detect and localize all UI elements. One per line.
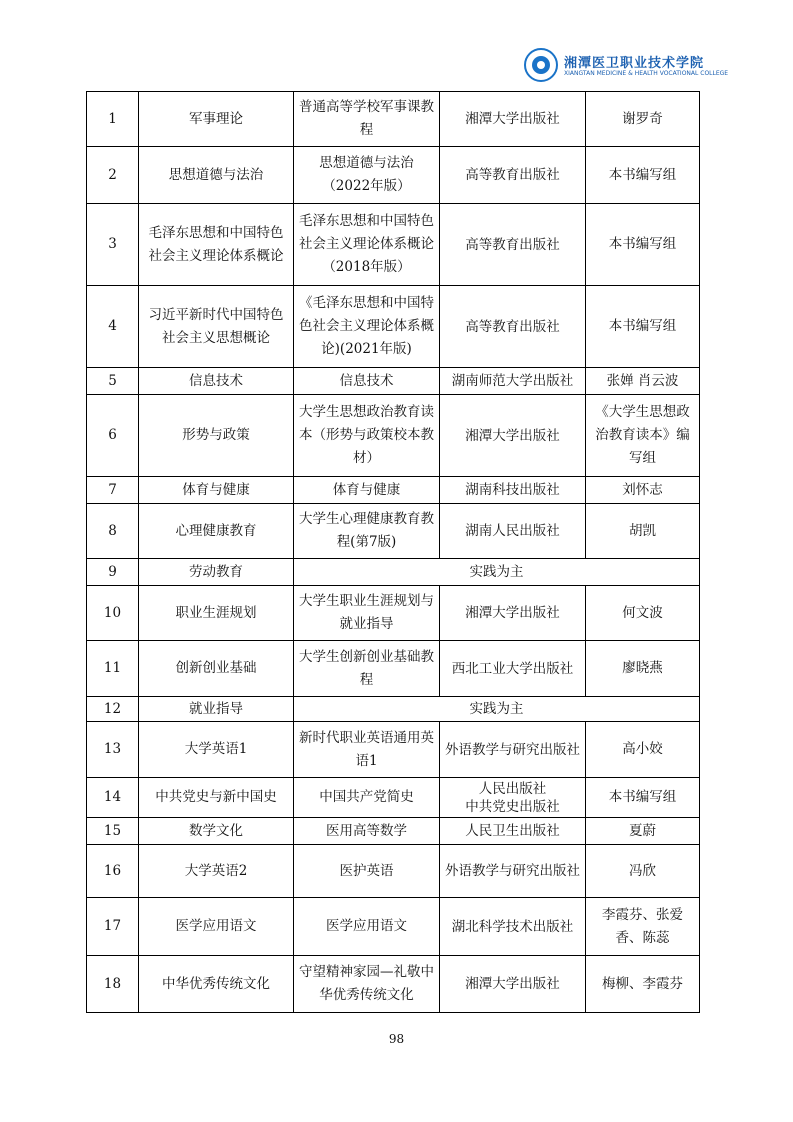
publisher-cell: 外语教学与研究出版社 bbox=[440, 845, 586, 898]
merged-note-cell: 实践为主 bbox=[294, 697, 700, 722]
row-number-cell: 5 bbox=[87, 368, 139, 395]
course-name-cell: 毛泽东思想和中国特色社会主义理论体系概论 bbox=[139, 204, 294, 286]
author-cell: 本书编写组 bbox=[586, 778, 700, 818]
textbook-cell: 医用高等数学 bbox=[294, 818, 440, 845]
author-cell: 廖晓燕 bbox=[586, 641, 700, 697]
publisher-cell: 高等教育出版社 bbox=[440, 147, 586, 204]
table-row bbox=[87, 368, 700, 395]
row-number-cell: 3 bbox=[87, 204, 139, 286]
textbook-cell: 大学生职业生涯规划与就业指导 bbox=[294, 586, 440, 641]
table-row bbox=[87, 395, 700, 477]
author-cell: 夏蔚 bbox=[586, 818, 700, 845]
course-name-cell: 心理健康教育 bbox=[139, 504, 294, 559]
author-cell: 《大学生思想政治教育读本》编写组 bbox=[586, 395, 700, 477]
row-number-cell: 6 bbox=[87, 395, 139, 477]
row-number-cell: 18 bbox=[87, 956, 139, 1013]
table-row bbox=[87, 559, 700, 586]
publisher-cell: 湘潭大学出版社 bbox=[440, 395, 586, 477]
textbook-cell: 体育与健康 bbox=[294, 477, 440, 504]
publisher-cell: 湘潭大学出版社 bbox=[440, 956, 586, 1013]
publisher-cell: 湖南师范大学出版社 bbox=[440, 368, 586, 395]
course-name-cell: 劳动教育 bbox=[139, 559, 294, 586]
row-number-cell: 10 bbox=[87, 586, 139, 641]
table-row bbox=[87, 898, 700, 956]
school-name-cn: 湘潭医卫职业技术学院 bbox=[564, 56, 705, 71]
publisher-cell: 外语教学与研究出版社 bbox=[440, 722, 586, 778]
course-name-cell: 军事理论 bbox=[139, 92, 294, 147]
author-cell: 本书编写组 bbox=[586, 286, 700, 368]
row-number-cell: 7 bbox=[87, 477, 139, 504]
publisher-cell: 人民出版社 中共党史出版社 bbox=[440, 778, 586, 818]
course-name-cell: 医学应用语文 bbox=[139, 898, 294, 956]
publisher-cell: 人民卫生出版社 bbox=[440, 818, 586, 845]
textbook-cell: 毛泽东思想和中国特色社会主义理论体系概论（2018年版） bbox=[294, 204, 440, 286]
course-name-cell: 信息技术 bbox=[139, 368, 294, 395]
course-name-cell: 中华优秀传统文化 bbox=[139, 956, 294, 1013]
author-cell: 李霞芬、张爱香、陈蕊 bbox=[586, 898, 700, 956]
table-row bbox=[87, 697, 700, 722]
row-number-cell: 15 bbox=[87, 818, 139, 845]
page-header bbox=[520, 46, 729, 86]
author-cell: 谢罗奇 bbox=[586, 92, 700, 147]
publisher-cell: 湖南科技出版社 bbox=[440, 477, 586, 504]
table-row bbox=[87, 286, 700, 368]
author-cell: 本书编写组 bbox=[586, 204, 700, 286]
table-row bbox=[87, 845, 700, 898]
course-name-cell: 数学文化 bbox=[139, 818, 294, 845]
course-name-cell: 大学英语2 bbox=[139, 845, 294, 898]
textbook-cell: 医护英语 bbox=[294, 845, 440, 898]
row-number-cell: 14 bbox=[87, 778, 139, 818]
author-cell: 何文波 bbox=[586, 586, 700, 641]
textbook-cell: 《毛泽东思想和中国特色社会主义理论体系概论)(2021年版) bbox=[294, 286, 440, 368]
textbook-cell: 思想道德与法治（2022年版） bbox=[294, 147, 440, 204]
publisher-cell: 高等教育出版社 bbox=[440, 204, 586, 286]
row-number-cell: 8 bbox=[87, 504, 139, 559]
textbook-cell: 普通高等学校军事课教程 bbox=[294, 92, 440, 147]
publisher-cell: 湘潭大学出版社 bbox=[440, 586, 586, 641]
table-row bbox=[87, 778, 700, 818]
author-cell: 梅柳、李霞芬 bbox=[586, 956, 700, 1013]
page-number: 98 bbox=[388, 1032, 405, 1046]
course-name-cell: 习近平新时代中国特色社会主义思想概论 bbox=[139, 286, 294, 368]
school-name-en: XIANGTAN MEDICINE & HEALTH VOCATIONAL COLLEGE bbox=[564, 70, 729, 77]
textbook-cell: 大学生心理健康教育教程(第7版) bbox=[294, 504, 440, 559]
textbook-cell: 中国共产党简史 bbox=[294, 778, 440, 818]
table-row bbox=[87, 956, 700, 1013]
table-row bbox=[87, 818, 700, 845]
table-row bbox=[87, 722, 700, 778]
publisher-cell: 湖南人民出版社 bbox=[440, 504, 586, 559]
textbook-table bbox=[86, 91, 700, 1013]
author-cell: 本书编写组 bbox=[586, 147, 700, 204]
row-number-cell: 2 bbox=[87, 147, 139, 204]
row-number-cell: 17 bbox=[87, 898, 139, 956]
textbook-cell: 守望精神家园—礼敬中华优秀传统文化 bbox=[294, 956, 440, 1013]
school-logo bbox=[524, 48, 558, 82]
publisher-cell: 高等教育出版社 bbox=[440, 286, 586, 368]
author-cell: 刘怀志 bbox=[586, 477, 700, 504]
row-number-cell: 16 bbox=[87, 845, 139, 898]
course-name-cell: 创新创业基础 bbox=[139, 641, 294, 697]
author-cell: 冯欣 bbox=[586, 845, 700, 898]
row-number-cell: 12 bbox=[87, 697, 139, 722]
publisher-cell: 湘潭大学出版社 bbox=[440, 92, 586, 147]
course-name-cell: 大学英语1 bbox=[139, 722, 294, 778]
merged-note-cell: 实践为主 bbox=[294, 559, 700, 586]
author-cell: 高小姣 bbox=[586, 722, 700, 778]
course-name-cell: 体育与健康 bbox=[139, 477, 294, 504]
table-row bbox=[87, 641, 700, 697]
textbook-cell: 大学生思想政治教育读本（形势与政策校本教材） bbox=[294, 395, 440, 477]
row-number-cell: 1 bbox=[87, 92, 139, 147]
author-cell: 张婵 肖云波 bbox=[586, 368, 700, 395]
publisher-cell: 西北工业大学出版社 bbox=[440, 641, 586, 697]
row-number-cell: 9 bbox=[87, 559, 139, 586]
course-name-cell: 职业生涯规划 bbox=[139, 586, 294, 641]
table-row bbox=[87, 477, 700, 504]
textbook-cell: 医学应用语文 bbox=[294, 898, 440, 956]
table-row bbox=[87, 586, 700, 641]
table-row bbox=[87, 92, 700, 147]
table-row bbox=[87, 204, 700, 286]
row-number-cell: 11 bbox=[87, 641, 139, 697]
textbook-cell: 信息技术 bbox=[294, 368, 440, 395]
publisher-cell: 湖北科学技术出版社 bbox=[440, 898, 586, 956]
author-cell: 胡凯 bbox=[586, 504, 700, 559]
course-name-cell: 形势与政策 bbox=[139, 395, 294, 477]
textbook-cell: 大学生创新创业基础教程 bbox=[294, 641, 440, 697]
course-name-cell: 中共党史与新中国史 bbox=[139, 778, 294, 818]
row-number-cell: 4 bbox=[87, 286, 139, 368]
textbook-cell: 新时代职业英语通用英语1 bbox=[294, 722, 440, 778]
course-name-cell: 就业指导 bbox=[139, 697, 294, 722]
table-row bbox=[87, 147, 700, 204]
course-name-cell: 思想道德与法治 bbox=[139, 147, 294, 204]
row-number-cell: 13 bbox=[87, 722, 139, 778]
table-row bbox=[87, 504, 700, 559]
